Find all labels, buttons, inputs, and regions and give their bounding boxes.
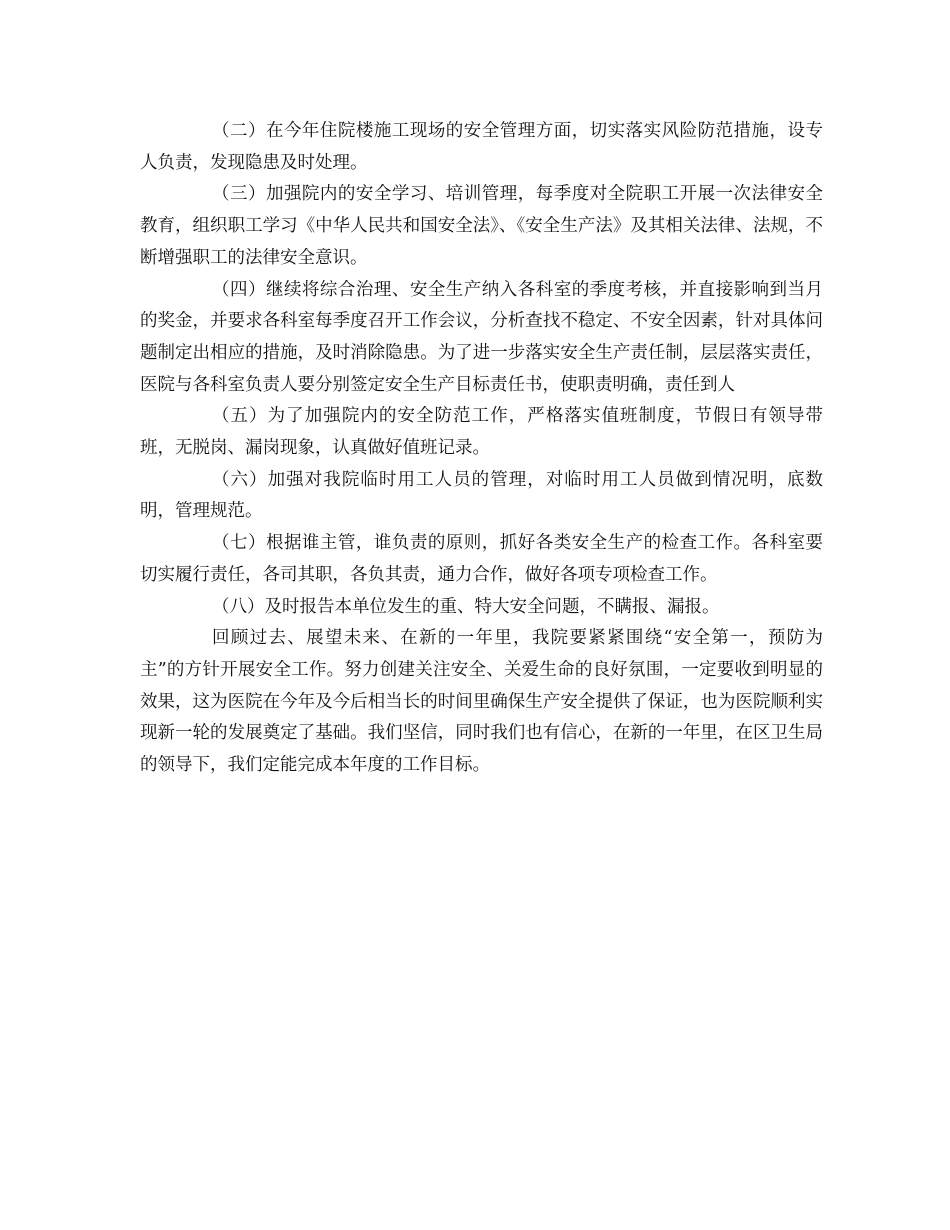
paragraph-temporary-staff: （六）加强对我院临时用工人员的管理，对临时用工人员做到情况明，底数明，管理规范。 xyxy=(140,469,823,522)
paragraph-duty-system: （五）为了加强院内的安全防范工作，严格落实值班制度，节假日有领导带班，无脱岗、漏岗现象，认真做好值班记录。 xyxy=(140,406,823,459)
paragraph-incident-reporting: （八）及时报告本单位发生的重、特大安全问题，不瞒报、漏报。 xyxy=(212,596,720,617)
document-body xyxy=(140,116,823,782)
paragraph-safety-training: （三）加强院内的安全学习、培训管理，每季度对全院职工开展一次法律安全教育，组织职工学习《中华人民共和国安全法》、《安全生产法》及其相关法律、法规，不断增强职工的法律安全意识。 xyxy=(140,184,823,268)
paragraph-inspection-work: （七）根据谁主管，谁负责的原则，抓好各类安全生产的检查工作。各科室要切实履行责任，各司其职，各负其责，通力合作，做好各项专项检查工作。 xyxy=(140,533,823,585)
paragraph-conclusion: 回顾过去、展望未来、在新的一年里，我院要紧紧围绕“安全第一，预防为主”的方针开展安全工作。努力创建关注安全、关爱生命的良好氛围，一定要收到明显的效果，这为医院在今年及今后相当长的时间里确保生产安全提供了保证，也为医院顺利实现新一轮的发展奠定了基础。我们坚信，同时我们也有信心，在新的一年里，在区卫生局的领导下，我们定能完成本年度的工作目标。 xyxy=(140,628,823,776)
paragraph-assessment-responsibility: （四）继续将综合治理、安全生产纳入各科室的季度考核，并直接影响到当月的奖金，并要求各科室每季度召开工作会议，分析查找不稳定、不安全因素，针对具体问题制定出相应的措施，及时消除隐患。为了进一步落实安全生产责任制，层层落实责任，医院与各科室负责人要分别签定安全生产目标责任书，使职责明确，责任到人 xyxy=(140,279,823,395)
paragraph-construction-safety: （二）在今年住院楼施工现场的安全管理方面，切实落实风险防范措施，设专人负责，发现隐患及时处理。 xyxy=(140,121,823,173)
